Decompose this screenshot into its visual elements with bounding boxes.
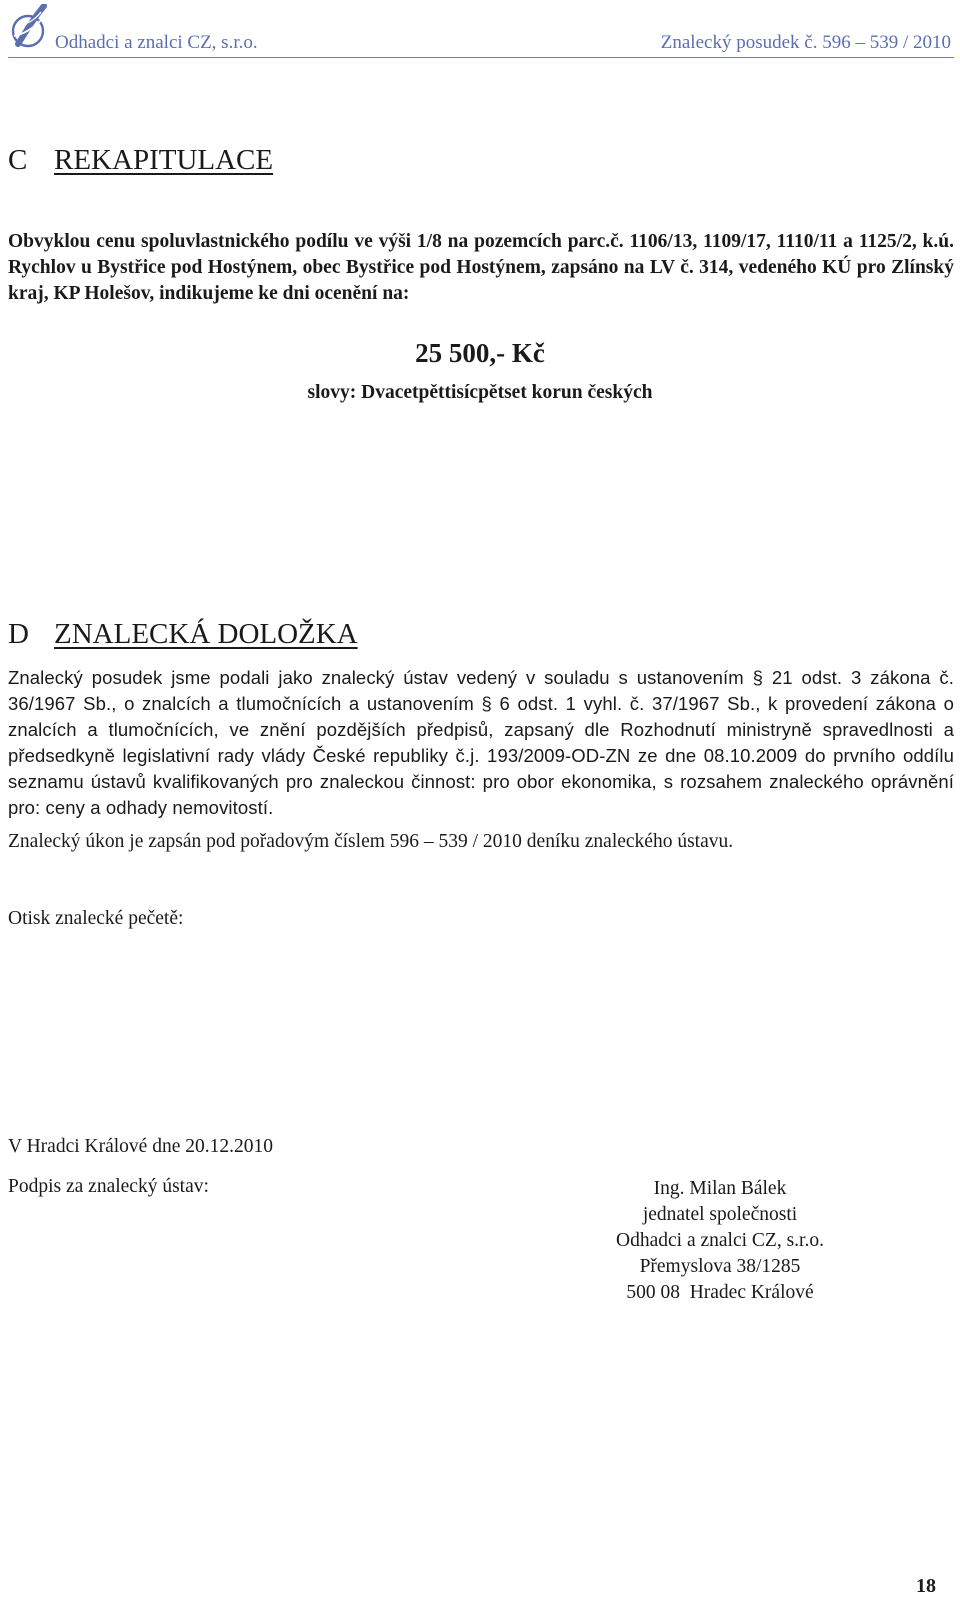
header-divider xyxy=(8,57,954,58)
recap-paragraph: Obvyklou cenu spoluvlastnického podílu ve výši 1/8 na pozemcích parc.č. 1106/13, 1109/17, 1110/11 a 1125/2, k.ú. Rychlov u Bystřice pod Hostýnem, obec Bystřice pod Hostýnem, zapsáno na LV č. 314, vedeného KÚ pro Zlínský kraj, KP Holešov, indikujeme ke dni ocenění na: xyxy=(8,231,954,304)
signatory-name: Ing. Milan Bálek xyxy=(653,1178,787,1199)
signatory-street: Přemyslova 38/1285 xyxy=(639,1256,801,1277)
valuation-amount: 25 500,- Kč xyxy=(415,338,545,368)
valuation-in-words: slovy: Dvacetpěttisícpětset korun českých xyxy=(307,382,653,403)
section-title: REKAPITULACE xyxy=(54,144,274,176)
company-logo-icon xyxy=(10,4,52,50)
signatory-block xyxy=(590,1176,850,1306)
signatory-role: jednatel společnosti xyxy=(642,1204,798,1225)
place-and-date: V Hradci Králové dne 20.12.2010 xyxy=(8,1136,273,1157)
page-number: 18 xyxy=(916,1575,936,1597)
record-number-line: Znalecký úkon je zapsán pod pořadovým číslem 596 – 539 / 2010 deníku znaleckého ústavu. xyxy=(8,831,734,852)
section-c-heading xyxy=(8,144,273,177)
page-header xyxy=(8,0,952,56)
expert-clause-paragraph: Znalecký posudek jsme podali jako znalecký ústav vedený v souladu s ustanovením § 21 odst. 3 zákona č. 36/1967 Sb., o znalcích a tlumočnících a ustanovením § 6 odst. 1 vyhl. č. 37/1967 Sb., k provedení zákona o znalcích a tlumočnících, ve znění pozdějších předpisů, zapsaný dle Rozhodnutí ministryně spravedlnosti a předsedkyně legislativní rady vlády České republiky č.j. 193/2009-OD-ZN ze dne 08.10.2009 do prvního oddílu seznamu ústavů kvalifikovaných pro znaleckou činnost: pro obor ekonomika, s rozsahem znaleckého oprávnění pro: ceny a odhady nemovitostí. xyxy=(8,667,954,818)
signatory-city: 500 08 Hradec Králové xyxy=(626,1282,814,1303)
seal-label: Otisk znalecké pečetě: xyxy=(8,908,184,929)
section-d-heading xyxy=(8,618,358,651)
signatory-company: Odhadci a znalci CZ, s.r.o. xyxy=(616,1230,824,1251)
header-document-reference: Znalecký posudek č. 596 – 539 / 2010 xyxy=(660,32,951,53)
section-letter: D xyxy=(8,618,29,650)
section-letter: C xyxy=(8,144,28,176)
section-title: ZNALECKÁ DOLOŽKA xyxy=(54,618,358,650)
header-company-name: Odhadci a znalci CZ, s.r.o. xyxy=(55,32,258,53)
signature-label: Podpis za znalecký ústav: xyxy=(8,1176,209,1197)
